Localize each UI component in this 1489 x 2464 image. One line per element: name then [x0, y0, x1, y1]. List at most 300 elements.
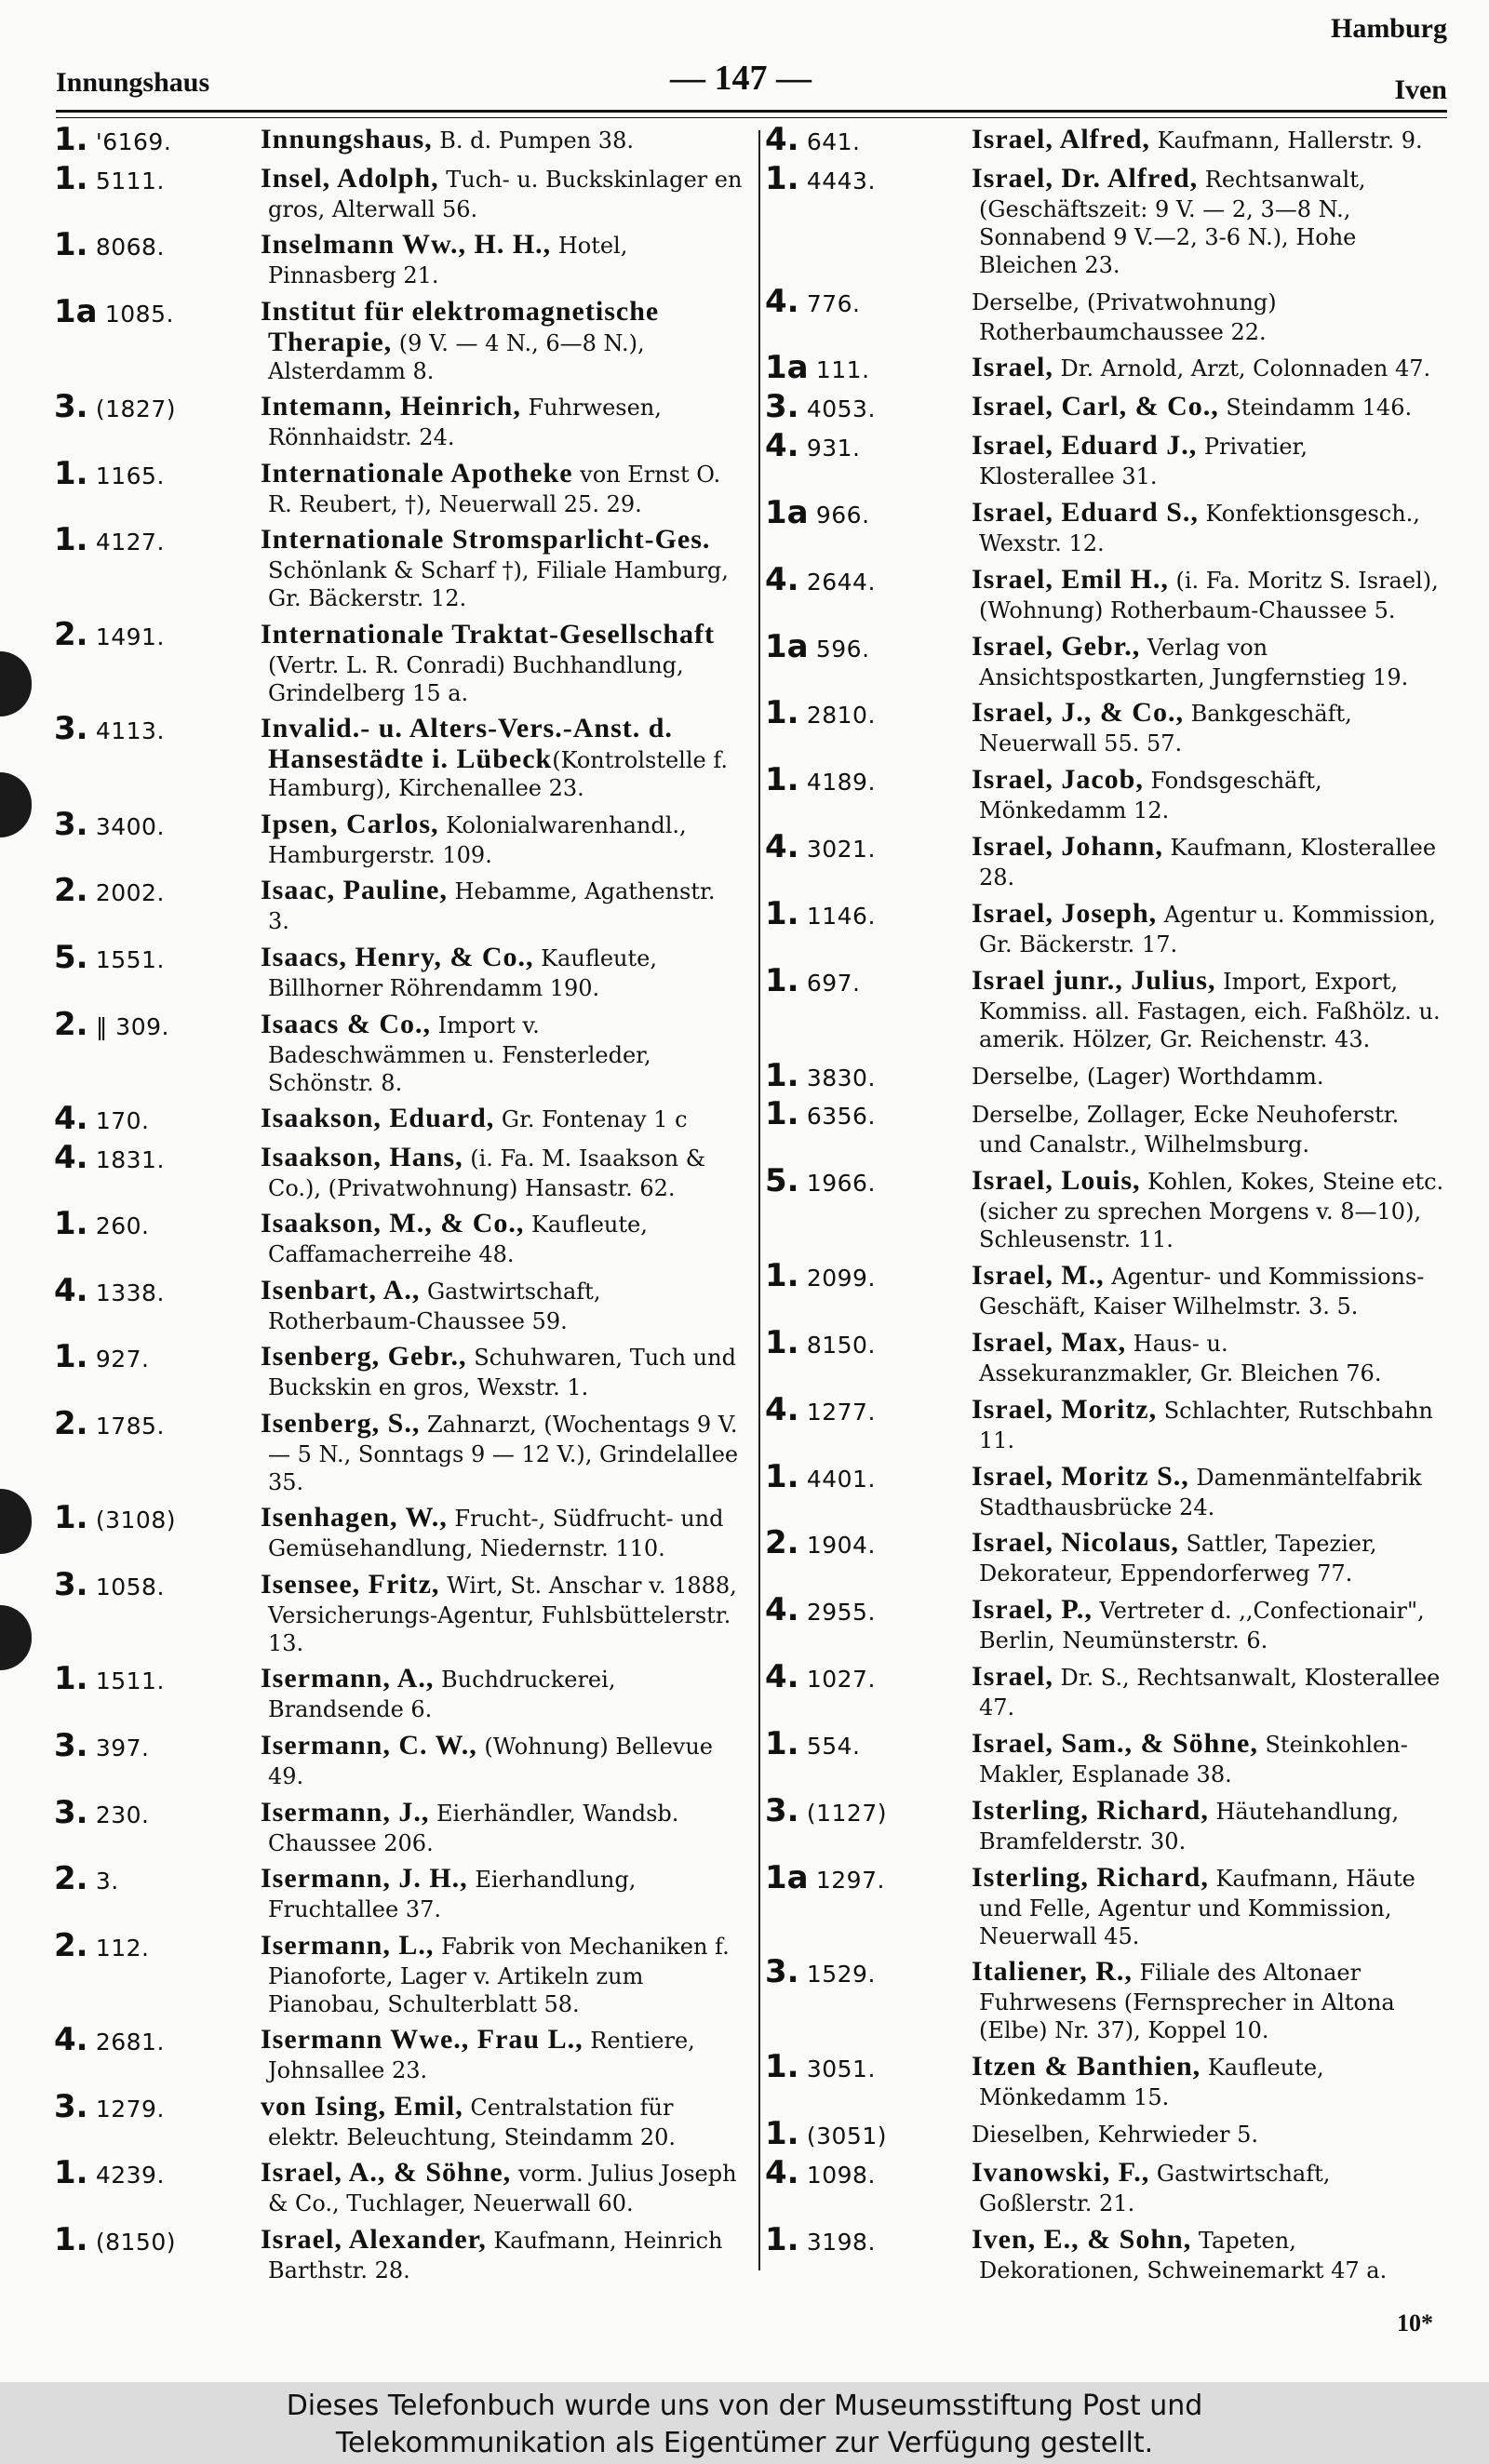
exchange-code: 1.: [765, 2225, 799, 2256]
phone-number: [765, 1663, 972, 1694]
subscriber-name: Israel, P.,: [972, 1594, 1093, 1626]
exchange-code: 4.: [765, 1596, 799, 1627]
subscriber-number: 1529.: [806, 1961, 876, 1989]
exchange-code: 1.: [54, 1343, 88, 1374]
subscriber-number: 1491.: [95, 623, 165, 650]
subscriber-name: Isenberg, S.,: [261, 1407, 421, 1439]
subscriber-name: Isermann Wwe., Frau L.,: [261, 2024, 584, 2056]
running-head-right: Iven: [1394, 74, 1447, 105]
subscriber-number: 2002.: [95, 879, 165, 907]
directory-entry: [765, 1326, 1447, 1387]
subscriber-details: Gr. Fontenay 1 c: [494, 1106, 688, 1133]
subscriber-name: Israel,: [972, 1661, 1053, 1693]
exchange-code: 4.: [54, 2026, 88, 2057]
directory-entry: [765, 288, 1447, 346]
subscriber-details: Tuch- u. Buckskinlager en gros, Alterwall 56.: [268, 166, 743, 222]
exchange-code: 1a: [765, 1863, 809, 1895]
phone-number: [765, 699, 972, 730]
directory-entry: [54, 393, 743, 451]
subscriber-number: 927.: [95, 1346, 150, 1373]
subscriber-details: Kaufleute, Billhorner Röhrendamm 190.: [268, 945, 657, 1002]
phone-number: [54, 1105, 261, 1135]
phone-number: [54, 298, 261, 328]
exchange-code: 4.: [765, 432, 799, 463]
exchange-code: 1.: [54, 1210, 88, 1241]
phone-number: [765, 288, 972, 318]
directory-entry: [765, 1663, 1447, 1721]
subscriber-details: Fondsgeschäft, Mönkedamm 12.: [979, 768, 1322, 824]
subscriber-name: Isenbart, A.,: [261, 1274, 421, 1306]
exchange-code: 4.: [765, 287, 799, 318]
phone-number: [54, 810, 261, 841]
subscriber-details: Import, Export, Kommiss. all. Fastagen, eich. Faßhölz. u. amerik. Hölzer, Gr. Reichenstr. 43.: [979, 968, 1441, 1052]
phone-number: [765, 1167, 972, 1198]
directory-entry: [765, 833, 1447, 891]
subscriber-details: Buchdruckerei, Brandsende 6.: [268, 1667, 616, 1723]
subscriber-name: Isensee, Fritz,: [261, 1568, 440, 1600]
subscriber-details: vorm. Julius Joseph & Co., Tuchlager, Neuerwall 60.: [268, 2161, 737, 2217]
directory-entry: [54, 1929, 743, 2018]
subscriber-details: Konfektionsgesch., Wexstr. 12.: [979, 500, 1420, 556]
phone-number: [54, 231, 261, 261]
exchange-code: 1a: [765, 632, 809, 663]
subscriber-number: 2099.: [806, 1265, 876, 1292]
subscriber-name: Israel, Jacob,: [972, 764, 1144, 796]
subscriber-name: Isermann, J.,: [261, 1796, 430, 1828]
subscriber-number: 931.: [806, 435, 861, 462]
directory-entry: [765, 354, 1447, 384]
subscriber-number: 170.: [95, 1107, 150, 1135]
subscriber-details: Derselbe, (Lager) Worthdamm.: [972, 1063, 1324, 1090]
subscriber-details: Agentur- und Kommissions-Geschäft, Kaiser Wilhelmstr. 3. 5.: [979, 1264, 1425, 1320]
subscriber-details: Häutehandlung, Bramfelderstr. 30.: [979, 1798, 1400, 1855]
phone-number: [765, 1596, 972, 1627]
subscriber-number: 4113.: [95, 717, 165, 745]
directory-entry: [765, 630, 1447, 691]
directory-entry: [54, 1105, 743, 1135]
phone-number: [54, 1799, 261, 1829]
subscriber-number: 4189.: [806, 769, 876, 797]
exchange-code: 1.: [54, 164, 88, 195]
subscriber-number: 3051.: [806, 2056, 876, 2083]
exchange-code: 3.: [54, 1570, 88, 1601]
subscriber-name: Israel, Emil H.,: [972, 563, 1169, 595]
subscriber-details: Dieselben, Kehrwieder 5.: [972, 2122, 1259, 2149]
directory-entry: [765, 964, 1447, 1053]
directory-entry: [765, 2120, 1447, 2150]
directory-entry: [765, 1529, 1447, 1587]
subscriber-number: 260.: [95, 1212, 150, 1240]
subscriber-name: Israel junr., Julius,: [972, 964, 1216, 996]
phone-number: [54, 126, 261, 156]
subscriber-number: 641.: [806, 128, 861, 155]
subscriber-number: (1827): [95, 395, 176, 423]
phone-number: [54, 2093, 261, 2123]
subscriber-name: Israel, Louis,: [972, 1165, 1141, 1197]
directory-entry: [54, 526, 743, 612]
subscriber-number: (1127): [806, 1799, 887, 1827]
subscriber-details: Privatier, Klosterallee 31.: [979, 434, 1308, 490]
subscriber-number: 1277.: [806, 1398, 876, 1426]
phone-number: [54, 1504, 261, 1534]
phone-number: [54, 1144, 261, 1174]
subscriber-number: 2810.: [806, 702, 876, 730]
directory-entry: [54, 295, 743, 385]
city-heading: Hamburg: [1330, 13, 1447, 44]
subscriber-number: 2644.: [806, 568, 876, 596]
left-column: [54, 126, 743, 2284]
subscriber-number: 3198.: [806, 2228, 876, 2256]
directory-entry: [765, 2223, 1447, 2284]
exchange-code: 4.: [765, 565, 799, 596]
phone-number: [765, 1100, 972, 1131]
subscriber-name: Itzen & Banthien,: [972, 2051, 1201, 2082]
directory-entry: [54, 1568, 743, 1657]
exchange-code: 1.: [765, 966, 799, 998]
exchange-code: 3.: [765, 393, 799, 424]
subscriber-details: Vertreter d. ,,Confectionair", Berlin, Neumünsterstr. 6.: [979, 1598, 1425, 1654]
directory-entry: [54, 1141, 743, 1202]
subscriber-number: 1831.: [95, 1145, 165, 1173]
phone-number: [765, 1396, 972, 1426]
subscriber-number: ‖ 309.: [95, 1012, 169, 1040]
subscriber-name: Israel, Eduard S.,: [972, 496, 1199, 528]
subscriber-name: Isaac, Pauline,: [261, 875, 448, 906]
subscriber-name: Israel, Dr. Alfred,: [972, 162, 1199, 194]
subscriber-name: Ipsen, Carlos,: [261, 808, 439, 839]
subscriber-details: Derselbe, (Privatwohnung) Rotherbaumchaussee 22.: [972, 288, 1277, 345]
subscriber-details: Haus- u. Assekuranzmakler, Gr. Bleichen 76.: [979, 1330, 1382, 1386]
phone-number: [765, 1463, 972, 1493]
exchange-code: 1.: [54, 1665, 88, 1696]
exchange-code: 1a: [765, 498, 809, 529]
subscriber-details: Steindamm 146.: [1218, 395, 1413, 422]
subscriber-name: Insel, Adolph,: [261, 162, 439, 194]
subscriber-details: Hotel, Pinnasberg 21.: [268, 233, 628, 289]
exchange-code: 4.: [765, 1395, 799, 1426]
subscriber-number: 776.: [806, 289, 861, 317]
directory-entry: [765, 1958, 1447, 2044]
directory-entry: [54, 1008, 743, 1097]
directory-entry: [765, 1727, 1447, 1788]
subscriber-details: Tapeten, Dekorationen, Schweinemarkt 47 a.: [979, 2227, 1388, 2283]
subscriber-number: (8150): [95, 2228, 176, 2256]
directory-entry: [54, 1210, 743, 1268]
phone-number: [765, 1958, 972, 1989]
subscriber-name: Israel, Alexander,: [261, 2223, 487, 2255]
subscriber-number: 1551.: [95, 946, 165, 974]
subscriber-details: Damenmäntelfabrik Stadthausbrücke 24.: [979, 1464, 1422, 1520]
subscriber-details: Kolonialwarenhandl., Hamburgerstr. 109.: [268, 811, 687, 868]
directory-entry: [54, 1796, 743, 1857]
subscriber-name: Israel, Alfred,: [972, 124, 1150, 154]
exchange-code: 1.: [765, 1462, 799, 1493]
column-divider: [758, 130, 760, 2270]
directory-entry: [765, 766, 1447, 824]
phone-number: [765, 1529, 972, 1560]
phone-number: [765, 393, 972, 423]
directory-entry: [54, 1665, 743, 1723]
exchange-code: 5.: [54, 944, 88, 975]
subscriber-name: Isaakson, Eduard,: [261, 1103, 495, 1134]
subscriber-number: 112.: [95, 1934, 150, 1962]
subscriber-number: 4053.: [806, 395, 876, 423]
directory-entry: [54, 944, 743, 1002]
subscriber-name: Isermann, C. W.,: [261, 1730, 477, 1761]
subscriber-number: 3830.: [806, 1064, 876, 1091]
subscriber-number: (3051): [806, 2123, 887, 2150]
phone-number: [54, 1343, 261, 1373]
exchange-code: 3.: [54, 1732, 88, 1763]
exchange-code: 1.: [765, 2053, 799, 2084]
phone-number: [54, 460, 261, 490]
subscriber-name: Isermann, L.,: [261, 1929, 435, 1961]
exchange-code: 1.: [765, 1100, 799, 1132]
exchange-code: 1.: [54, 526, 88, 557]
subscriber-number: 397.: [95, 1734, 150, 1762]
directory-entry: [765, 126, 1447, 156]
exchange-code: 3.: [54, 393, 88, 424]
subscriber-name: Internationale Stromsparlicht-Ges.: [261, 524, 711, 556]
punch-hole-mark: [0, 1489, 32, 1554]
subscriber-details: (9 V. — 4 N., 6—8 N.), Alsterdamm 8.: [268, 329, 645, 384]
exchange-code: 4.: [765, 1663, 799, 1694]
subscriber-number: (3108): [95, 1507, 176, 1534]
subscriber-name: Internationale Apotheke: [261, 457, 573, 489]
subscriber-details: Filiale des Altonaer Fuhrwesens (Fernsprecher in Altona (Elbe) Nr. 37), Koppel 10.: [979, 1960, 1395, 2044]
subscriber-number: 4239.: [95, 2162, 165, 2189]
phone-number: [54, 1011, 261, 1041]
subscriber-name: Ivanowski, F.,: [972, 2156, 1150, 2188]
subscriber-number: 2681.: [95, 2029, 165, 2056]
exchange-code: 3.: [54, 715, 88, 746]
subscriber-name: Intemann, Heinrich,: [261, 391, 521, 422]
exchange-code: 2.: [54, 877, 88, 908]
subscriber-name: Israel, J., & Co.,: [972, 697, 1184, 729]
subscriber-name: Isaakson, Hans,: [261, 1141, 463, 1172]
subscriber-details: (i. Fa. M. Isaakson & Co.), (Privatwohnung) Hansastr. 62.: [268, 1145, 706, 1201]
exchange-code: 1.: [54, 1504, 88, 1535]
subscriber-details: Gastwirtschaft, Goßlerstr. 21.: [979, 2160, 1331, 2216]
directory-entry: [765, 1262, 1447, 1320]
subscriber-number: 1098.: [806, 2161, 876, 2189]
subscriber-name: Internationale Traktat-Gesellschaft: [261, 618, 716, 649]
subscriber-details: Rechtsanwalt, (Geschäftszeit: 9 V. — 2, 3—8 N., Sonnabend 9 V.—2, 3-6 N.), Hohe Bleichen 23.: [979, 166, 1366, 278]
exchange-code: 1.: [765, 899, 799, 931]
phone-number: [765, 354, 972, 384]
subscriber-details: Import v. Badeschwämmen u. Fensterleder, Schönstr. 8.: [268, 1011, 651, 1096]
exchange-code: 1.: [54, 459, 88, 490]
exchange-code: 1.: [765, 699, 799, 730]
directory-entry: [54, 1504, 743, 1562]
subscriber-number: 1146.: [806, 902, 876, 930]
phone-number: [765, 766, 972, 797]
subscriber-details: Bankgeschäft, Neuerwall 55. 57.: [979, 701, 1352, 757]
subscriber-name: Israel, Sam., & Söhne,: [972, 1727, 1258, 1759]
directory-entry: [765, 1596, 1447, 1654]
subscriber-details: Eierhändler, Wandsb. Chaussee 206.: [268, 1800, 679, 1856]
exchange-code: 2.: [54, 620, 88, 651]
header-rule-thin: [56, 117, 1447, 118]
subscriber-details: Sattler, Tapezier, Dekorateur, Eppendorferweg 77.: [979, 1531, 1377, 1587]
subscriber-number: 2955.: [806, 1599, 876, 1627]
subscriber-name: Innungshaus,: [261, 124, 433, 154]
subscriber-number: 4443.: [806, 167, 876, 194]
exchange-code: 1a: [54, 297, 98, 328]
directory-entry: [765, 2053, 1447, 2111]
subscriber-name: Isterling, Richard,: [972, 1794, 1209, 1826]
subscriber-number: 1279.: [95, 2095, 165, 2123]
phone-number: [765, 2120, 972, 2150]
exchange-code: 4.: [765, 126, 799, 156]
punch-hole-mark: [0, 772, 32, 837]
phone-number: [765, 1329, 972, 1359]
subscriber-details: Wirt, St. Anschar v. 1888, Versicherungs-Agentur, Fuhlsbüttelerstr. 13.: [268, 1572, 737, 1656]
phone-number: [765, 1864, 972, 1895]
subscriber-details: (i. Fa. Moritz S. Israel), (Wohnung) Rotherbaum-Chaussee 5.: [979, 567, 1439, 623]
phone-number: [765, 566, 972, 596]
phone-number: [54, 1932, 261, 1962]
footer-line-1: Dieses Telefonbuch wurde uns von der Museumsstiftung Post und: [286, 2390, 1203, 2422]
directory-entry: [54, 1732, 743, 1790]
subscriber-name: Israel, Moritz,: [972, 1393, 1158, 1425]
subscriber-number: 1338.: [95, 1279, 165, 1306]
subscriber-details: Schuhwaren, Tuch und Buckskin en gros, Wexstr. 1.: [268, 1345, 736, 1401]
exchange-code: 1.: [54, 126, 88, 156]
directory-entry: [54, 457, 743, 518]
exchange-code: 4.: [54, 1105, 88, 1136]
phone-number: [765, 165, 972, 195]
phone-number: [54, 526, 261, 556]
subscriber-details: Schönlank & Scharf †), Filiale Hamburg, Gr. Bäckerstr. 12.: [268, 557, 729, 612]
exchange-code: 2.: [54, 1010, 88, 1041]
directory-entry: [54, 1865, 743, 1923]
subscriber-details: von Ernst O. R. Reubert, †), Neuerwall 25. 29.: [268, 461, 721, 517]
phone-number: [54, 2026, 261, 2056]
subscriber-number: 3.: [95, 1868, 119, 1895]
subscriber-number: 230.: [95, 1801, 150, 1828]
subscriber-number: 4127.: [95, 529, 165, 556]
punch-hole-mark: [0, 651, 32, 716]
directory-entry: [765, 699, 1447, 757]
exchange-code: 4.: [54, 1143, 88, 1174]
subscriber-details: Gastwirtschaft, Rotherbaum-Chaussee 59.: [268, 1278, 601, 1334]
directory-entry: [765, 563, 1447, 624]
subscriber-details: Frucht-, Südfrucht- und Gemüsehandlung, Niedernstr. 110.: [268, 1506, 724, 1562]
subscriber-details: Kaufmann, Hallerstr. 9.: [1149, 127, 1423, 154]
directory-entry: [765, 162, 1447, 279]
phone-number: [765, 432, 972, 462]
subscriber-name: Iven, E., & Sohn,: [972, 2223, 1192, 2255]
subscriber-number: 8150.: [806, 1331, 876, 1359]
directory-entry: [54, 1343, 743, 1401]
subscriber-details: Centralstation für elektr. Beleuchtung, Steindamm 20.: [268, 2094, 677, 2150]
phone-number: [765, 126, 972, 156]
directory-entry: [54, 1274, 743, 1335]
subscriber-name: Israel,: [972, 352, 1053, 383]
directory-entry: [54, 877, 743, 935]
exchange-code: 1.: [765, 2120, 799, 2151]
phone-number: [765, 1730, 972, 1761]
exchange-code: 2.: [54, 1865, 88, 1896]
directory-entry: [54, 715, 743, 802]
subscriber-number: 1966.: [806, 1170, 876, 1198]
subscriber-number: 966.: [815, 501, 870, 529]
subscriber-name: Israel, Johann,: [972, 831, 1163, 863]
directory-entry: [765, 1167, 1447, 1253]
subscriber-details: Hebamme, Agathenstr. 3.: [268, 878, 716, 935]
exchange-code: 1.: [765, 766, 799, 797]
subscriber-details: Dr. Arnold, Arzt, Colonnaden 47.: [1053, 355, 1431, 382]
phone-number: [765, 2159, 972, 2189]
exchange-code: 2.: [765, 1529, 799, 1560]
subscriber-number: '6169.: [95, 128, 172, 155]
directory-entry: [765, 1794, 1447, 1855]
subscriber-details: Steinkohlen-Makler, Esplanade 38.: [979, 1731, 1408, 1788]
subscriber-name: Israel, Eduard J.,: [972, 430, 1198, 462]
subscriber-name: Isterling, Richard,: [972, 1861, 1209, 1893]
subscriber-number: 4401.: [806, 1465, 876, 1493]
subscriber-details: Dr. S., Rechtsanwalt, Klosterallee 47.: [979, 1665, 1441, 1721]
subscriber-details: B. d. Pumpen 38.: [432, 127, 634, 154]
phone-number: [765, 833, 972, 864]
exchange-code: 3.: [765, 1958, 799, 1989]
subscriber-number: 554.: [806, 1732, 861, 1760]
exchange-code: 3.: [54, 2092, 88, 2123]
exchange-code: 3.: [765, 1796, 799, 1828]
subscriber-number: 3400.: [95, 812, 165, 840]
exchange-code: 1.: [765, 1328, 799, 1359]
right-column: [765, 126, 1447, 2284]
subscriber-details: Kaufleute, Caffamacherreihe 48.: [268, 1212, 648, 1268]
phone-number: [54, 1665, 261, 1695]
subscriber-details: Verlag von Ansichtspostkarten, Jungfernstieg 19.: [979, 634, 1409, 690]
exchange-code: 2.: [54, 1931, 88, 1962]
exchange-code: 4.: [765, 2158, 799, 2189]
phone-number: [765, 967, 972, 998]
subscriber-name: Institut für elektromagnetische Therapie,: [261, 295, 660, 357]
directory-entry: [54, 162, 743, 223]
directory-entry: [54, 1407, 743, 1496]
exchange-code: 1.: [765, 1061, 799, 1092]
directory-entry: [54, 2159, 743, 2217]
phone-number: [54, 165, 261, 195]
directory-entry: [765, 1100, 1447, 1158]
phone-number: [54, 1210, 261, 1240]
directory-entry: [54, 618, 743, 707]
phone-number: [765, 633, 972, 663]
subscriber-name: Isaacs & Co.,: [261, 1008, 431, 1039]
subscriber-name: Israel, Gebr.,: [972, 630, 1141, 662]
directory-entry: [765, 1460, 1447, 1521]
exchange-code: 1.: [765, 1729, 799, 1761]
subscriber-name: Israel, Joseph,: [972, 897, 1158, 929]
exchange-code: 5.: [765, 1167, 799, 1199]
subscriber-name: Israel, Nicolaus,: [972, 1527, 1179, 1559]
directory-entry: [765, 1861, 1447, 1950]
subscriber-name: Israel, Max,: [972, 1326, 1127, 1358]
directory-entry: [54, 231, 743, 289]
phone-number: [765, 2226, 972, 2256]
subscriber-number: 8068.: [95, 234, 165, 261]
phone-number: [54, 621, 261, 651]
phone-number: [54, 1277, 261, 1307]
subscriber-details: Schlachter, Rutschbahn 11.: [979, 1397, 1433, 1453]
subscriber-details: Zahnarzt, (Wochentags 9 V. — 5 N., Sonntags 9 — 12 V.), Grindelallee 35.: [268, 1411, 739, 1495]
subscriber-number: 697.: [806, 969, 861, 997]
subscriber-details: Agentur u. Kommission, Gr. Bäckerstr. 17.: [979, 901, 1436, 957]
directory-entry: [765, 1393, 1447, 1454]
